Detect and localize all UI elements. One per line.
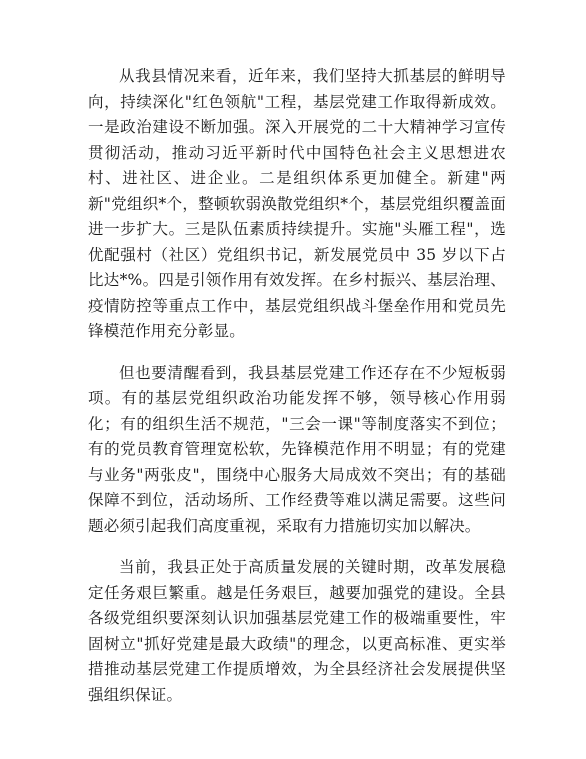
document-body bbox=[88, 64, 506, 708]
paragraph-shortcomings: 但也要清醒看到，我县基层党建工作还存在不少短板弱项。有的基层党组织政治功能发挥不够，领导核心作用弱化；有的组织生活不规范，"三会一课"等制度落实不到位；有的党员教育管理宽松软，先锋模范作用不明显；有的党建与业务"两张皮"，围绕中心服务大局成效不突出；有的基础保障不到位，活动场所、工作经费等难以满足需要。这些问题必须引起我们高度重视，采取有力措施切实加以解决。 bbox=[88, 363, 506, 535]
paragraph-requirements: 当前，我县正处于高质量发展的关键时期，改革发展稳定任务艰巨繁重。越是任务艰巨，越要加强党的建设。全县各级党组织要深刻认识加强基层党建工作的极端重要性，牢固树立"抓好党建是最大政绩"的理念，以更高标准、更实举措推动基层党建工作提质增效，为全县经济社会发展提供坚强组织保证。 bbox=[88, 558, 506, 704]
paragraph-situation: 从我县情况来看，近年来，我们坚持大抓基层的鲜明导向，持续深化"红色领航"工程，基层党建工作取得新成效。一是政治建设不断加强。深入开展党的二十大精神学习宣传贯彻活动，推动习近平新时代中国特色社会主义思想进农村、进社区、进企业。二是组织体系更加健全。新建"两新"党组织*个，整顿软弱涣散党组织*个，基层党组织覆盖面进一步扩大。三是队伍素质持续提升。实施"头雁工程"，选优配强村（社区）党组织书记，新发展党员中 35 岁以下占比达*%。四是引领作用有效发挥。在乡村振兴、基层治理、疫情防控等重点工作中，基层党组织战斗堡垒作用和党员先锋模范作用充分彰显。 bbox=[88, 67, 506, 340]
